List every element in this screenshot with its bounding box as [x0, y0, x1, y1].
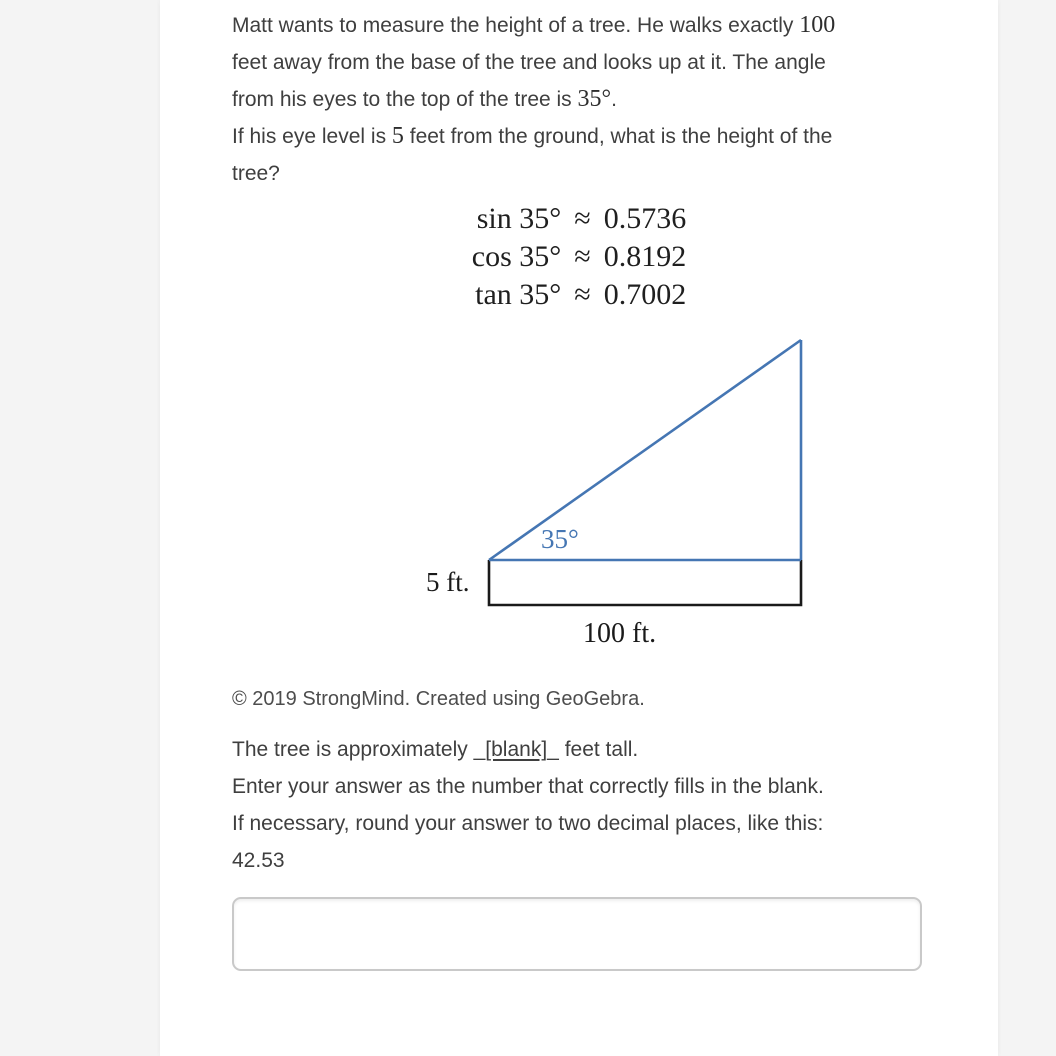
- approx-symbol: ≈: [574, 202, 591, 235]
- text-run: 42.53: [232, 849, 285, 872]
- text-run: Matt wants to measure the height of a tree. He walks exactly: [232, 14, 800, 37]
- trig-value-tan: 0.7002: [603, 278, 687, 311]
- text-run: If his eye level is: [232, 125, 392, 148]
- text-run: feet tall.: [558, 738, 639, 761]
- text-run: _: [473, 738, 486, 761]
- text-run: feet from the ground, what is the height of the: [403, 125, 833, 148]
- approx-symbol: ≈: [574, 278, 591, 311]
- answer-blank: [blank]: [485, 738, 548, 761]
- text-run: .: [611, 88, 617, 111]
- copyright-text: © 2019 StrongMind. Created using GeoGebra.: [232, 688, 645, 710]
- text-run: The tree is approximately: [232, 738, 474, 761]
- text-run: feet away from the base of the tree and looks up at it. The angle: [232, 51, 826, 74]
- triangle-diagram: [420, 332, 850, 654]
- triangle-diagram-svg: [420, 332, 850, 654]
- math-number: 5: [391, 123, 404, 149]
- trig-expr-cos: cos 35°: [471, 240, 562, 273]
- math-number: 100: [799, 12, 836, 38]
- trig-expr-tan: tan 35°: [475, 278, 562, 311]
- answer-input[interactable]: [232, 897, 922, 971]
- distance-label: 100 ft.: [583, 618, 657, 649]
- eye-height-label: 5 ft.: [426, 567, 470, 597]
- trig-values-block: [472, 200, 686, 314]
- math-number: 35°: [577, 86, 612, 112]
- angle-label: 35°: [541, 524, 579, 554]
- instruction-rounding: [232, 805, 926, 879]
- problem-statement-1: [232, 0, 926, 118]
- text-run: from his eyes to the top of the tree is: [232, 88, 578, 111]
- approx-symbol: ≈: [574, 240, 591, 273]
- instruction-enter-answer: Enter your answer as the number that correctly fills in the blank.: [232, 775, 824, 798]
- hypotenuse-line: [489, 340, 801, 560]
- text-run: If necessary, round your answer to two decimal places, like this:: [232, 812, 824, 835]
- question-content: [160, 0, 998, 971]
- trig-value-cos: 0.8192: [603, 240, 687, 273]
- trig-value-sin: 0.5736: [603, 202, 687, 235]
- trig-expr-sin: sin 35°: [476, 202, 562, 235]
- text-run: _: [547, 738, 559, 761]
- eye-level-rectangle: [489, 560, 801, 605]
- answer-sentence: [232, 731, 926, 768]
- text-run: tree?: [232, 162, 280, 185]
- problem-statement-2: [232, 118, 926, 192]
- question-sheet: [160, 0, 998, 1056]
